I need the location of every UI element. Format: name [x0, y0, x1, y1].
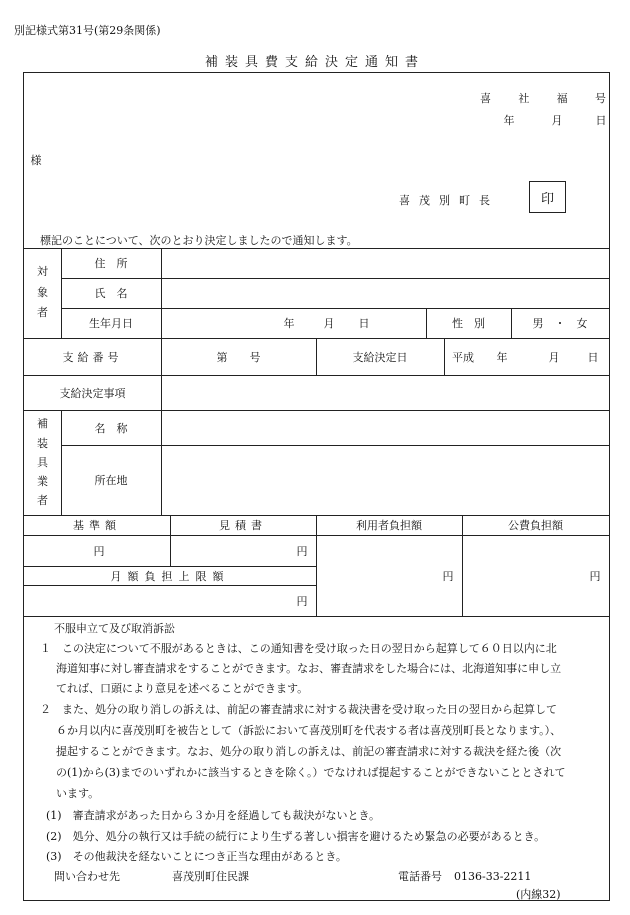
birth-month: 月 — [323, 317, 335, 330]
number-char-3: 福 — [556, 92, 568, 105]
number-char-2: 社 — [518, 92, 530, 105]
payment-day: 日 — [587, 350, 599, 364]
public-burden-label: 公費負担額 — [508, 519, 563, 532]
address-field[interactable] — [161, 248, 609, 278]
notice-item-2-line-5: います。 — [56, 787, 100, 800]
addressee-suffix: 様 — [30, 154, 42, 167]
name-label: 氏 名 — [94, 287, 128, 300]
provider-name-label: 名 称 — [94, 421, 128, 435]
public-burden-yen: 円 — [589, 569, 601, 583]
payment-date-era: 平成 — [452, 350, 474, 364]
provider-char-3: 具 — [37, 455, 48, 469]
issue-month: 月 — [551, 114, 563, 127]
notice-item-2-line-2: ６か月以内に喜茂別町を被告として（訴訟において喜茂別町を代表する者は喜茂別町長となります。）、 — [56, 724, 562, 737]
provider-group-label — [24, 410, 61, 515]
number-char-4: 号 — [594, 92, 606, 105]
intro-text: 標記のことについて、次のとおり決定しましたので通知します。 — [40, 234, 358, 247]
payment-items-label: 支給決定事項 — [59, 386, 126, 400]
notice-sub-3: (3) その他裁決を経ないことにつき正当な理由があるとき。 — [46, 850, 347, 863]
issue-day: 日 — [595, 114, 607, 127]
subject-char-1: 対 — [37, 264, 48, 278]
subject-group-label — [24, 248, 61, 338]
notice-sub-2: (2) 処分、処分の執行又は手続の続行により生ずる著しい損害を避けるため緊急の必要があるとき。 — [46, 830, 546, 843]
standard-amount-yen: 円 — [93, 544, 105, 558]
provider-char-4: 業 — [37, 475, 48, 489]
provider-char-1: 補 — [37, 417, 48, 431]
notice-item-1-line-3: てれば、口頭により意見を述べることができます。 — [56, 682, 309, 695]
notice-form — [23, 72, 610, 901]
payment-year: 年 — [496, 350, 508, 364]
provider-name-field[interactable] — [161, 410, 609, 445]
estimate-yen: 円 — [296, 544, 308, 558]
gender-options[interactable]: 男 ・ 女 — [532, 317, 588, 330]
notice-sub-1: (1) 審査請求があった日から３か月を経過しても裁決がないとき。 — [46, 809, 381, 822]
provider-char-2: 装 — [37, 436, 48, 450]
form-number-note: 別記様式第31号(第29条関係) — [14, 24, 161, 37]
standard-amount-label: 基準額 — [73, 519, 121, 532]
birth-day: 日 — [358, 317, 370, 330]
notice-heading: 不服申立て及び取消訴訟 — [54, 622, 175, 635]
payment-number-value[interactable]: 第 号 — [216, 350, 261, 364]
gender-label: 性 別 — [452, 317, 485, 330]
birthdate-label: 生年月日 — [89, 317, 133, 330]
user-burden-yen: 円 — [442, 569, 454, 583]
user-burden-label: 利用者負担額 — [356, 519, 422, 532]
notice-item-2-line-3: 提起することができます。なお、処分の取り消しの訴えは、前記の審査請求に対する裁決を経た後（次 — [56, 745, 562, 758]
contact-label: 問い合わせ先 — [54, 870, 120, 883]
issue-year: 年 — [503, 114, 515, 127]
document-title: 補装具費支給決定通知書 — [204, 55, 425, 70]
payment-items-field[interactable] — [161, 375, 609, 410]
phone-label: 電話番号 — [398, 870, 442, 883]
contact-department: 喜茂別町住民課 — [172, 870, 249, 883]
seal-mark: 印 — [540, 191, 554, 207]
provider-location-field[interactable] — [161, 445, 609, 515]
notice-item-1-line-2: 海道知事に対し審査請求をすることができます。なお、審査請求をした場合には、北海道知事に申し立 — [56, 662, 562, 675]
subject-char-3: 者 — [37, 306, 48, 320]
payment-date-label: 支給決定日 — [352, 350, 408, 364]
phone-extension: (内線32) — [516, 888, 561, 901]
issuer-name: 喜茂別町長 — [399, 194, 499, 207]
notice-item-2-line-4: の(1)から(3)までのいずれかに該当するときを除く。）でなければ提起することができないこととされて — [56, 766, 566, 779]
notice-item-2-line-1: ２ また、処分の取り消しの訴えは、前記の審査請求に対する裁決書を受け取った日の翌日から起算して — [40, 703, 557, 716]
birth-year: 年 — [283, 317, 295, 330]
monthly-limit-yen: 円 — [296, 594, 308, 608]
estimate-label: 見積書 — [219, 519, 267, 532]
name-field[interactable] — [161, 278, 609, 308]
payment-number-label: 支給番号 — [62, 350, 123, 364]
address-label: 住 所 — [94, 257, 128, 270]
number-char-1: 喜 — [480, 92, 491, 105]
provider-char-5: 者 — [37, 494, 48, 508]
subject-char-2: 象 — [37, 285, 48, 299]
phone-number: 0136-33-2211 — [454, 870, 532, 883]
document-number-label — [480, 89, 606, 107]
monthly-limit-label: 月額負担上限額 — [110, 569, 230, 583]
payment-month: 月 — [548, 350, 560, 364]
notice-item-1-line-1: １ この決定について不服があるときは、この通知書を受け取った日の翌日から起算して６０日以内に北 — [40, 642, 557, 655]
provider-location-label: 所在地 — [94, 474, 128, 487]
official-seal-box — [529, 181, 566, 213]
